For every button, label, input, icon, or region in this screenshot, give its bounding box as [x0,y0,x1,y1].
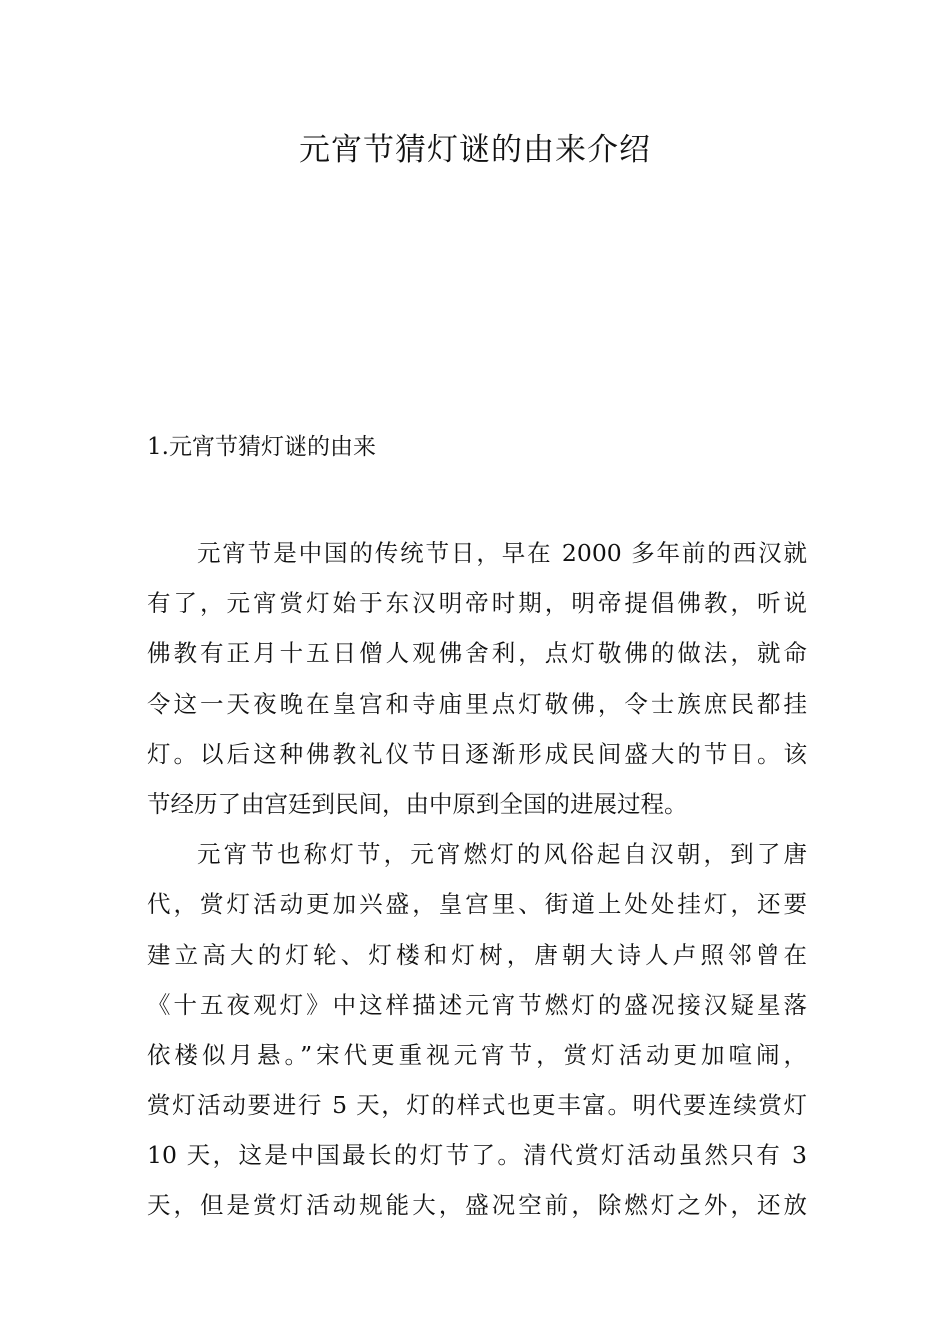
paragraph-2-line-8: 天，但是赏灯活动规能大，盛况空前，除燃灯之外，还放 [147,1191,807,1220]
document-title: 元宵节猜灯谜的由来介绍 [299,132,651,168]
paragraph-1-line-4: 令这一天夜晚在皇宫和寺庙里点灯敬佛，令士族庶民都挂 [147,689,807,718]
paragraph-2-line-5: 依楼似月悬。”宋代更重视元宵节，赏灯活动更加喧闹， [147,1040,807,1069]
body-text [147,528,807,1231]
paragraph-2-line-1: 元宵节也称灯节，元宵燃灯的风俗起自汉朝，到了唐 [197,840,807,869]
paragraph-1-line-6: 节经历了由宫廷到民间，由中原到全国的进展过程。 [147,789,688,818]
paragraph-2-line-7: 10 天，这是中国最长的灯节了。清代赏灯活动虽然只有 3 [147,1141,807,1170]
paragraph-1-line-2: 有了，元宵赏灯始于东汉明帝时期，明帝提倡佛教，听说 [147,589,807,618]
paragraph-2-line-4: 《十五夜观灯》中这样描述元宵节燃灯的盛况接汉疑星落 [147,990,807,1019]
paragraph-1-line-5: 灯。以后这种佛教礼仪节日逐渐形成民间盛大的节日。该 [147,739,807,768]
paragraph-2-line-6: 赏灯活动要进行 5 天，灯的样式也更丰富。明代要连续赏灯 [147,1091,807,1120]
paragraph-2-line-2: 代，赏灯活动更加兴盛，皇宫里、街道上处处挂灯，还要 [147,890,807,919]
section-heading: 1.元宵节猜灯谜的由来 [147,434,376,460]
paragraph-1-line-3: 佛教有正月十五日僧人观佛舍利，点灯敬佛的做法，就命 [147,639,807,668]
paragraph-1-line-1: 元宵节是中国的传统节日，早在 2000 多年前的西汉就 [197,539,807,567]
paragraph-2-line-3: 建立高大的灯轮、灯楼和灯树，唐朝大诗人卢照邻曾在 [147,940,807,969]
